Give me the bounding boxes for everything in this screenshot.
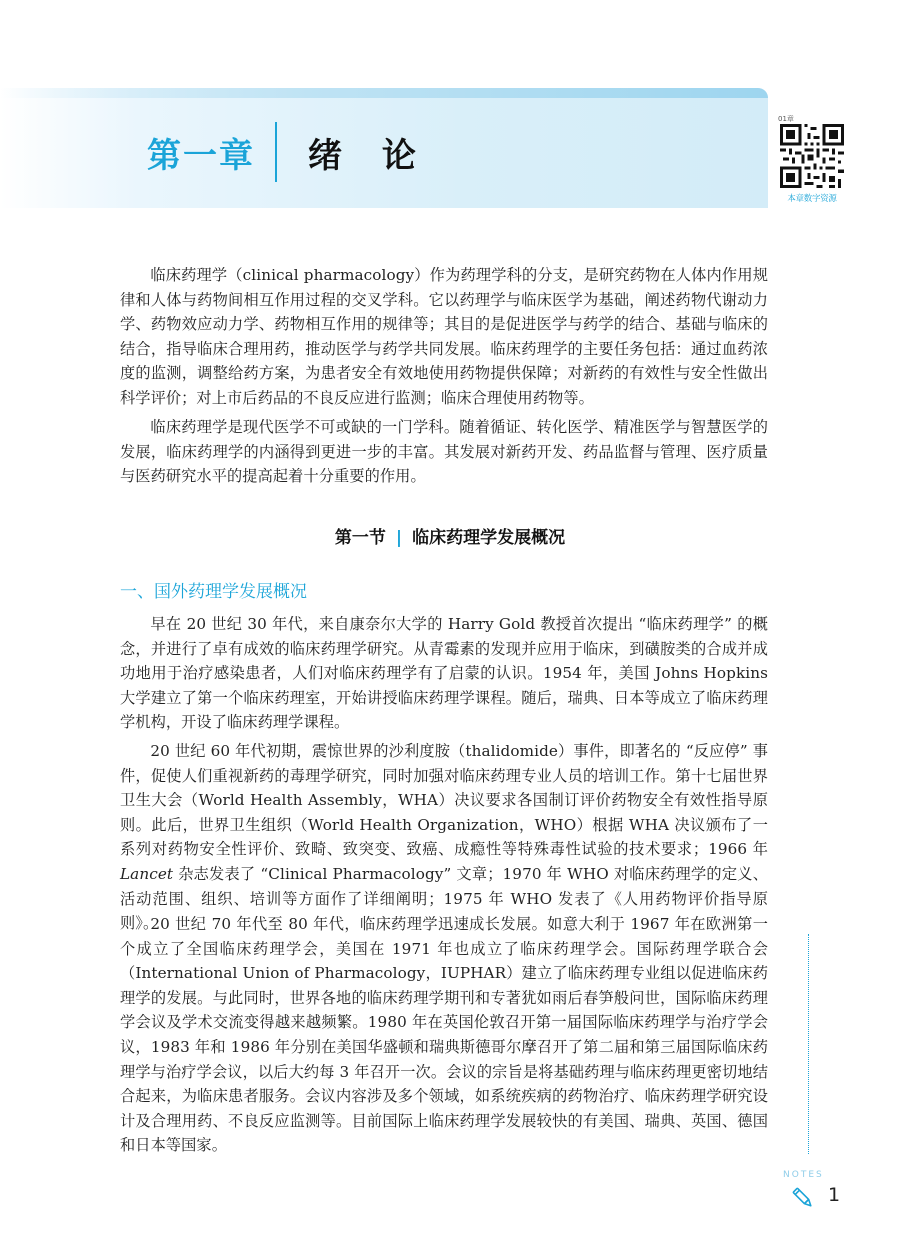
section-heading xyxy=(0,523,900,548)
journal-name: Lancet xyxy=(120,864,174,883)
qr-label: 01章 xyxy=(778,115,794,123)
section-number: 第一节 xyxy=(334,528,386,548)
pencil-icon xyxy=(790,1185,816,1211)
notes-margin-line xyxy=(808,934,809,1154)
notes-label: NOTES xyxy=(783,1170,824,1180)
section-title: 临床药理学发展概况 xyxy=(412,528,566,548)
qr-code-icon[interactable] xyxy=(780,124,844,188)
section-paragraph-2 xyxy=(120,739,768,936)
qr-caption: 本章数字资源 xyxy=(787,194,837,204)
subsection-heading: 一、国外药理学发展概况 xyxy=(120,582,307,602)
chapter-banner-stripe xyxy=(0,88,768,98)
section-paragraph-1: 早在 20 世纪 30 年代，来自康奈尔大学的 Harry Gold 教授首次提出 “临床药理学” 的概念，并进行了卓有成效的临床药理学研究。从青霉素的发现并应用于临床，到磺胺类的合成并成功地用于治疗感染患者，人们对临床药理学有了启蒙的认识。1954 年，美国 Johns Hopkins 大学建立了第一个临床药理室，开始讲授临床药理学课程。随后，瑞典、日本等成立了临床药理学机构，开设了临床药理学课程。 xyxy=(120,615,768,732)
intro-paragraph-1: 临床药理学（clinical pharmacology）作为药理学科的分支，是研究药物在人体内作用规律和人体与药物间相互作用过程的交叉学科。它以药理学与临床医学为基础，阐述药物代谢动力学、药物效应动力学、药物相互作用的规律等；其目的是促进医学与药学的结合、基础与临床的结合，指导临床合理用药，推动医学与药学共同发展。临床药理学的主要任务包括：通过血药浓度的监测，调整给药方案，为患者安全有效地使用药物提供保障；对新药的有效性与安全性做出科学评价；对上市后药品的不良反应进行监测；临床合理使用药物等。 xyxy=(120,266,768,407)
chapter-title: 绪 论 xyxy=(308,136,430,176)
paragraph-2-text-b: 杂志发表了 “Clinical Pharmacology” 文章；1970 年 WHO 对临床药理学的定义、活动范围、组织、培训等方面作了详细阐明；1975 年 WHO 发表了《人用药物评价指导原则》。 xyxy=(120,864,768,933)
chapter-number: 第一章 xyxy=(147,136,255,176)
intro-paragraph-2: 临床药理学是现代医学不可或缺的一门学科。随着循证、转化医学、精准医学与智慧医学的发展，临床药理学的内涵得到更进一步的丰富。其发展对新药开发、药品监督与管理、医疗质量与医药研究水平的提高起着十分重要的作用。 xyxy=(120,418,768,486)
section-divider: | xyxy=(395,528,403,548)
page-number: 1 xyxy=(828,1184,841,1206)
section-paragraph-3: 20 世纪 70 年代至 80 年代，临床药理学迅速成长发展。如意大利于 1967 年在欧洲第一个成立了全国临床药理学会，美国在 1971 年也成立了临床药理学会。国际药理学联合会（International Union of Pharmacology，IUPHAR）建立了临床药理专业组以促进临床药理学的发展。与此同时，世界各地的临床药理学期刊和专著犹如雨后春笋般问世，国际临床药理学会议及学术交流变得越来越频繁。1980 年在英国伦敦召开第一届国际临床药理学与治疗学会议，1983 年和 1986 年分别在美国华盛顿和瑞典斯德哥尔摩召开了第二届和第三届国际临床药理学与治疗学会议，以后大约每 3 年召开一次。会议的宗旨是将基础药理与临床药理更密切地结合起来，为临床患者服务。会议内容涉及多个领域，如系统疾病的药物治疗、临床药理学研究设计及合理用药、不良反应监测等。目前国际上临床药理学发展较快的有美国、瑞典、英国、德国和日本等国家。 xyxy=(120,915,768,1155)
paragraph-2-text-a: 20 世纪 60 年代初期，震惊世界的沙利度胺（thalidomide）事件，即著名的 “反应停” 事件，促使人们重视新药的毒理学研究，同时加强对临床药理专业人员的培训工作。第十七届世界卫生大会（World Health Assembly，WHA）决议要求各国制订评价药物安全有效性指导原则。此后，世界卫生组织（World Health Organization，WHO）根据 WHA 决议颁布了一系列对药物安全性评价、致畸、致突变、致癌、成瘾性等特殊毒性试验的技术要求；1966 年 xyxy=(120,742,768,859)
chapter-divider xyxy=(275,122,277,182)
